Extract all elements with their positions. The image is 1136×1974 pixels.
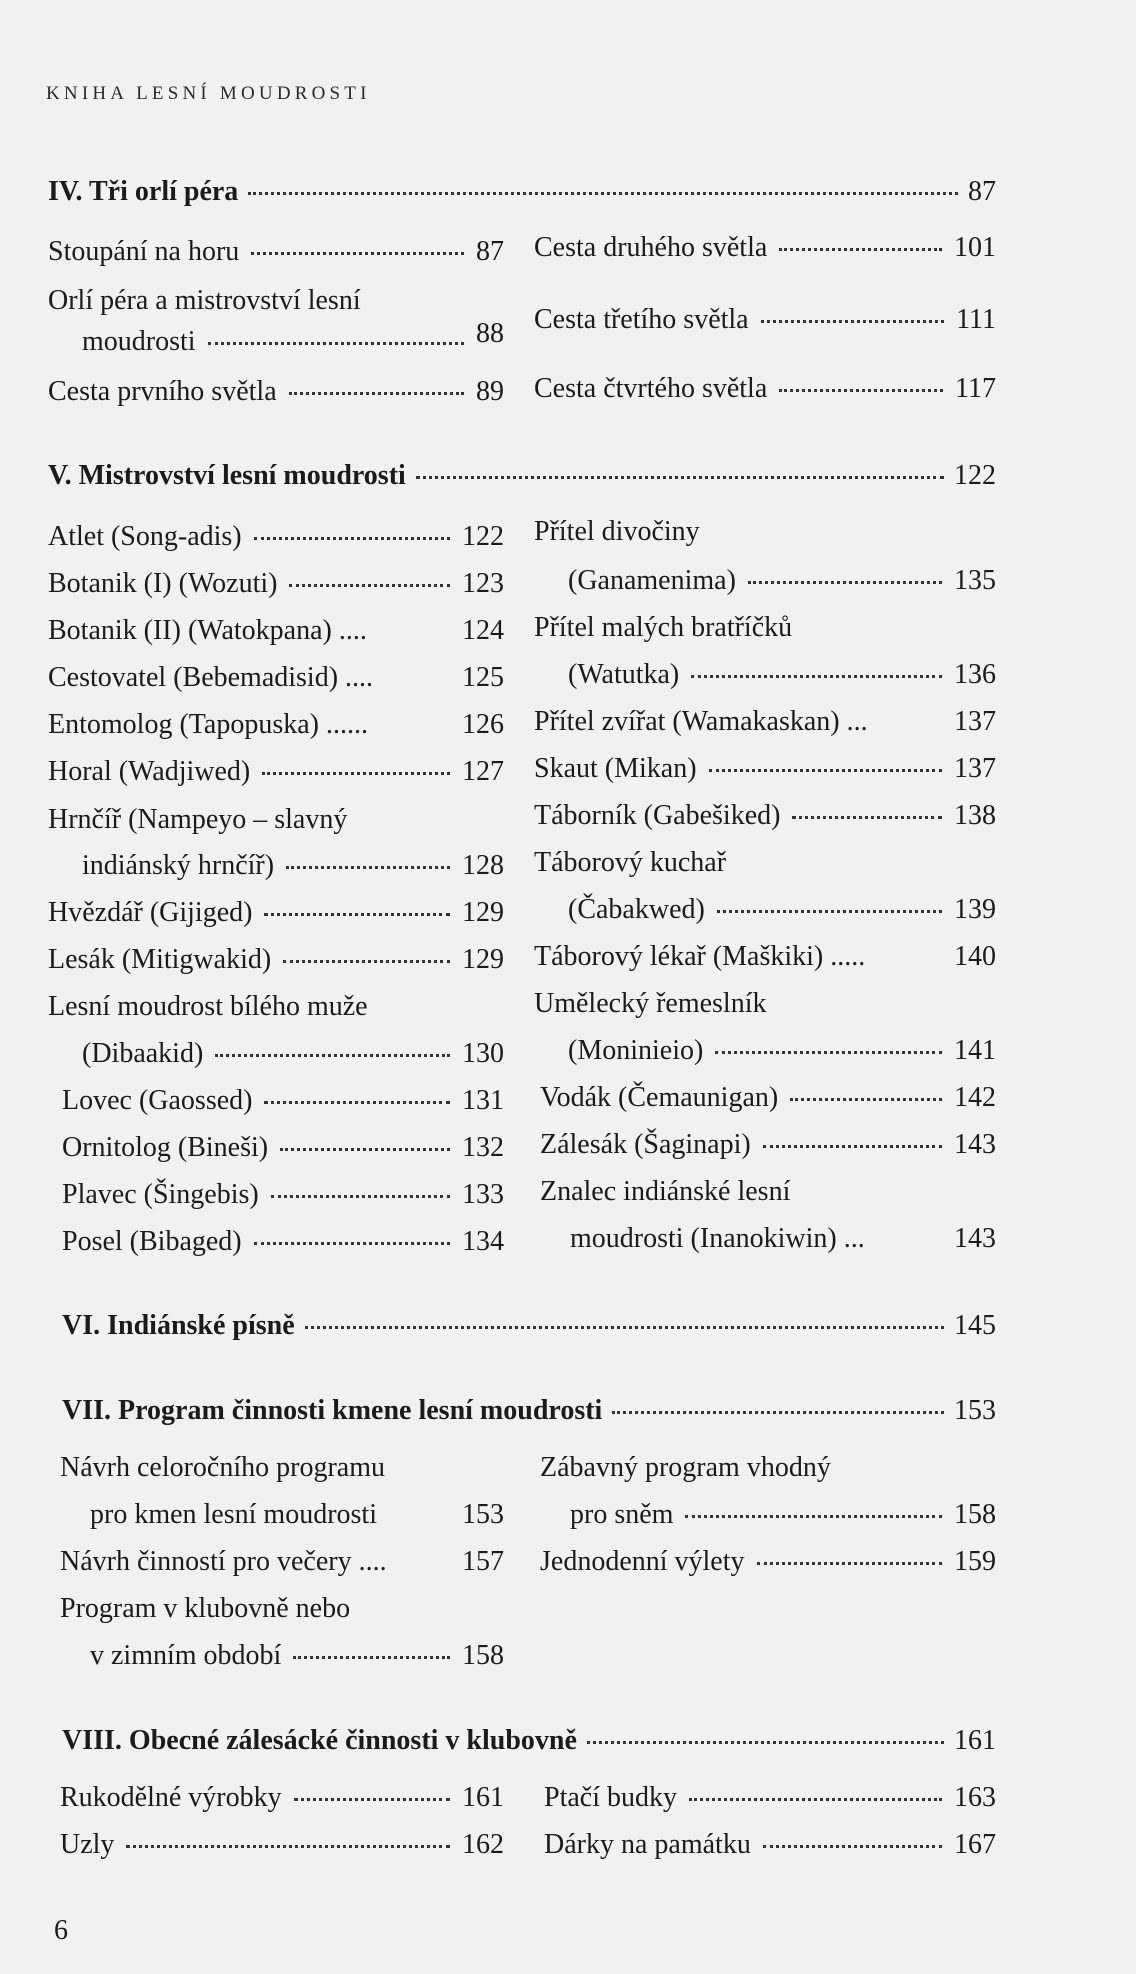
- leader-dots: [761, 320, 944, 323]
- entry-title: Ptačí budky: [544, 1782, 677, 1813]
- section-title: VIII. Obecné zálesácké činnosti v klubovně: [62, 1725, 577, 1756]
- entry-title: Hrnčíř (Nampeyo – slavný: [48, 804, 348, 835]
- entry-page: 129: [462, 944, 504, 975]
- leader-dots: [208, 342, 464, 345]
- entry-title: (Watutka): [568, 659, 680, 690]
- entry-title: Rukodělné výrobky: [60, 1782, 282, 1813]
- entry-page: 143: [954, 1129, 996, 1160]
- entry-title: Návrh činností pro večery ....: [60, 1546, 387, 1577]
- toc-entry: [48, 568, 504, 600]
- leader-dots: [254, 1242, 450, 1245]
- entry-page: 130: [462, 1038, 504, 1069]
- entry-title: Táborový kuchař: [534, 847, 727, 878]
- entry-title: Zábavný program vhodný: [540, 1452, 831, 1483]
- entry-title: Botanik (II) (Watokpana) ....: [48, 615, 367, 646]
- section-page: 122: [954, 460, 996, 491]
- entry-page: 143: [954, 1223, 996, 1254]
- entry-page: 140: [954, 941, 996, 972]
- entry-title: Horal (Wadjiwed): [48, 756, 251, 787]
- entry-page: 111: [956, 304, 996, 335]
- leader-dots: [305, 1326, 944, 1329]
- entry-page: 137: [954, 753, 996, 784]
- running-head: KNIHA LESNÍ MOUDROSTI: [46, 83, 371, 104]
- toc-entry: [544, 1782, 996, 1814]
- entry-page: 134: [462, 1226, 504, 1257]
- toc-entry: [48, 236, 504, 268]
- entry-title: Ornitolog (Bineši): [62, 1132, 269, 1163]
- toc-entry: [62, 1226, 504, 1258]
- leader-dots: [587, 1741, 944, 1744]
- entry-title: Program v klubovně nebo: [60, 1593, 351, 1624]
- entry-page: 167: [954, 1829, 996, 1860]
- leader-dots: [283, 960, 450, 963]
- toc-entry: [534, 304, 996, 336]
- toc-entry-continuation: [568, 1035, 996, 1067]
- toc-entry-continuation: [82, 1038, 504, 1070]
- entry-page: 133: [462, 1179, 504, 1210]
- toc-entry-continuation: [90, 1640, 504, 1672]
- entry-page: 132: [462, 1132, 504, 1163]
- entry-page: 126: [462, 709, 504, 740]
- toc-entry: [60, 1829, 504, 1861]
- toc-entry: [534, 516, 996, 548]
- entry-page: 117: [955, 373, 996, 404]
- toc-entry: [60, 1593, 516, 1625]
- toc-entry: [540, 1546, 996, 1578]
- leader-dots: [289, 392, 464, 395]
- toc-entry: [48, 897, 504, 929]
- leader-dots: [289, 584, 450, 587]
- leader-dots: [612, 1411, 944, 1414]
- toc-entry: [48, 756, 504, 788]
- entry-title: Vodák (Čemaunigan): [540, 1082, 779, 1113]
- entry-title: Zálesák (Šaginapi): [540, 1129, 751, 1160]
- entry-title: Znalec indiánské lesní: [540, 1176, 791, 1207]
- entry-page: 131: [462, 1085, 504, 1116]
- entry-title: Botanik (I) (Wozuti): [48, 568, 278, 599]
- toc-entry-continuation: [570, 1223, 996, 1255]
- section-page: 87: [968, 176, 996, 207]
- entry-page: 159: [954, 1546, 996, 1577]
- entry-page: 123: [462, 568, 504, 599]
- toc-entry: [48, 944, 504, 976]
- leader-dots: [715, 1051, 942, 1054]
- leader-dots: [126, 1845, 450, 1848]
- section-title: IV. Tři orlí péra: [48, 176, 239, 207]
- toc-entry: [60, 1546, 504, 1578]
- toc-entry: [48, 804, 504, 836]
- toc-entry: [534, 612, 996, 644]
- entry-page: 139: [954, 894, 996, 925]
- leader-dots: [264, 913, 450, 916]
- entry-page: 122: [462, 521, 504, 552]
- entry-title: Entomolog (Tapopuska) ......: [48, 709, 368, 740]
- toc-entry: [60, 1452, 516, 1484]
- leader-dots: [262, 772, 450, 775]
- leader-dots: [286, 866, 450, 869]
- entry-title: Cesta prvního světla: [48, 376, 277, 407]
- leader-dots: [271, 1195, 450, 1198]
- leader-dots: [763, 1845, 942, 1848]
- entry-title: moudrosti (Inanokiwin) ...: [570, 1223, 865, 1254]
- entry-title: Jednodenní výlety: [540, 1546, 745, 1577]
- entry-page: 87: [476, 236, 504, 267]
- leader-dots: [790, 1098, 942, 1101]
- leader-dots: [264, 1101, 450, 1104]
- entry-title: (Moninieio): [568, 1035, 704, 1066]
- leader-dots: [251, 252, 464, 255]
- section-heading-viii: [62, 1725, 996, 1757]
- toc-entry: [534, 941, 996, 973]
- entry-page: 162: [462, 1829, 504, 1860]
- entry-title: (Ganamenima): [568, 565, 736, 596]
- entry-title: Hvězdář (Gijiged): [48, 897, 253, 928]
- section-heading-v: [48, 460, 996, 492]
- leader-dots: [691, 675, 942, 678]
- leader-dots: [294, 1798, 450, 1801]
- entry-page: 128: [462, 850, 504, 881]
- section-heading-vi: [62, 1310, 996, 1342]
- entry-title: indiánský hrnčíř): [82, 850, 275, 881]
- leader-dots: [689, 1798, 942, 1801]
- entry-title: Táborník (Gabešiked): [534, 800, 781, 831]
- entry-title: Táborový lékař (Maškiki) .....: [534, 941, 866, 972]
- entry-title: pro kmen lesní moudrosti: [90, 1499, 377, 1530]
- leader-dots: [779, 248, 942, 251]
- entry-page: 135: [954, 565, 996, 596]
- toc-entry: [540, 1082, 996, 1114]
- entry-page: 88: [476, 318, 504, 349]
- entry-title: Cestovatel (Bebemadisid) ....: [48, 662, 374, 693]
- entry-page: 141: [954, 1035, 996, 1066]
- toc-entry: [534, 753, 996, 785]
- section-title: V. Mistrovství lesní moudrosti: [48, 460, 406, 491]
- leader-dots: [717, 910, 942, 913]
- entry-page: 137: [954, 706, 996, 737]
- entry-title: Přítel zvířat (Wamakaskan) ...: [534, 706, 868, 737]
- toc-entry: [48, 662, 504, 694]
- leader-dots: [215, 1054, 450, 1057]
- leader-dots: [792, 816, 942, 819]
- toc-entry: [62, 1085, 504, 1117]
- toc-entry: [534, 706, 996, 738]
- toc-entry: [48, 285, 504, 317]
- toc-entry: [534, 988, 996, 1020]
- entry-title: Plavec (Šingebis): [62, 1179, 259, 1210]
- leader-dots: [779, 389, 943, 392]
- toc-entry: [540, 1129, 996, 1161]
- entry-page: 158: [954, 1499, 996, 1530]
- leader-dots: [763, 1145, 942, 1148]
- toc-entry-continuation: [568, 659, 996, 691]
- leader-dots: [416, 476, 944, 479]
- toc-entry: [48, 991, 504, 1023]
- toc-entry-continuation: [568, 565, 996, 597]
- entry-title: Přítel malých bratříčků: [534, 612, 793, 643]
- toc-entry: [62, 1179, 504, 1211]
- entry-page: 138: [954, 800, 996, 831]
- entry-title: Přítel divočiny: [534, 516, 700, 547]
- entry-title: moudrosti: [82, 326, 196, 357]
- leader-dots: [254, 537, 450, 540]
- entry-title: pro sněm: [570, 1499, 674, 1530]
- toc-entry: [534, 373, 996, 405]
- toc-entry: [534, 232, 996, 264]
- toc-entry-continuation: [82, 850, 504, 882]
- leader-dots: [685, 1515, 942, 1518]
- toc-entry: [48, 709, 504, 741]
- entry-page: 125: [462, 662, 504, 693]
- entry-page: 142: [954, 1082, 996, 1113]
- section-title: VII. Program činnosti kmene lesní moudrosti: [62, 1395, 603, 1426]
- toc-entry: [540, 1176, 996, 1208]
- entry-title: Stoupání na horu: [48, 236, 240, 267]
- entry-page: 136: [954, 659, 996, 690]
- entry-page: 161: [462, 1782, 504, 1813]
- toc-entry: [48, 376, 504, 408]
- toc-entry-continuation: [90, 1499, 504, 1531]
- entry-page: 124: [462, 615, 504, 646]
- leader-dots: [293, 1656, 450, 1659]
- toc-entry: [48, 521, 504, 553]
- section-page: 145: [954, 1310, 996, 1341]
- entry-page: 157: [462, 1546, 504, 1577]
- toc-entry: [534, 800, 996, 832]
- leader-dots: [709, 769, 942, 772]
- leader-dots: [748, 581, 942, 584]
- section-page: 153: [954, 1395, 996, 1426]
- entry-page: 158: [462, 1640, 504, 1671]
- entry-title: (Dibaakid): [82, 1038, 204, 1069]
- entry-title: (Čabakwed): [568, 894, 705, 925]
- page-number: 6: [54, 1915, 68, 1946]
- entry-title: Orlí péra a mistrovství lesní: [48, 285, 361, 316]
- entry-title: Cesta třetího světla: [534, 304, 749, 335]
- entry-page: 101: [954, 232, 996, 263]
- entry-title: Dárky na památku: [544, 1829, 751, 1860]
- section-page: 161: [954, 1725, 996, 1756]
- entry-title: Cesta druhého světla: [534, 232, 768, 263]
- leader-dots: [248, 192, 958, 195]
- entry-title: Lesní moudrost bílého muže: [48, 991, 368, 1022]
- entry-title: Lesák (Mitigwakid): [48, 944, 272, 975]
- toc-entry: [540, 1452, 1002, 1484]
- entry-page: 153: [462, 1499, 504, 1530]
- entry-page: 89: [476, 376, 504, 407]
- toc-entry-continuation: [570, 1499, 996, 1531]
- toc-entry: [60, 1782, 504, 1814]
- entry-title: Uzly: [60, 1829, 115, 1860]
- entry-title: Lovec (Gaossed): [62, 1085, 253, 1116]
- entry-title: Cesta čtvrtého světla: [534, 373, 768, 404]
- section-heading-vii: [62, 1395, 996, 1427]
- toc-entry: [62, 1132, 504, 1164]
- toc-entry: [534, 847, 996, 879]
- leader-dots: [280, 1148, 450, 1151]
- entry-page: 127: [462, 756, 504, 787]
- toc-entry: [544, 1829, 996, 1861]
- leader-dots: [757, 1562, 942, 1565]
- entry-title: Posel (Bibaged): [62, 1226, 242, 1257]
- entry-title: v zimním období: [90, 1640, 282, 1671]
- entry-title: Skaut (Mikan): [534, 753, 697, 784]
- toc-entry-continuation: [82, 318, 504, 358]
- entry-title: Návrh celoročního programu: [60, 1452, 385, 1483]
- section-title: VI. Indiánské písně: [62, 1310, 295, 1341]
- entry-page: 129: [462, 897, 504, 928]
- section-heading-iv: [48, 176, 996, 208]
- entry-page: 163: [954, 1782, 996, 1813]
- entry-title: Umělecký řemeslník: [534, 988, 767, 1019]
- toc-entry-continuation: [568, 894, 996, 926]
- toc-entry: [48, 615, 504, 647]
- entry-title: Atlet (Song-adis): [48, 521, 242, 552]
